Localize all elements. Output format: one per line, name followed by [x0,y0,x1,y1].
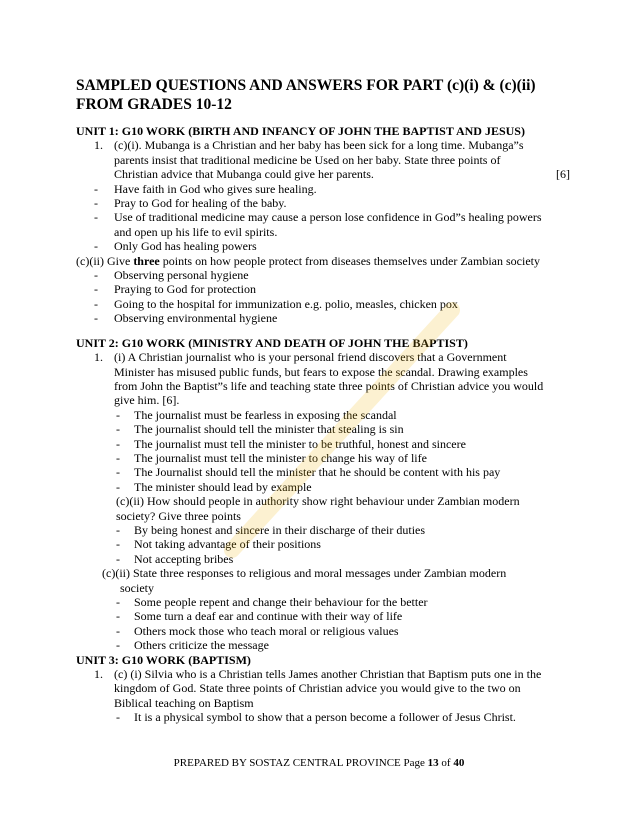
footer-total-pages: 40 [453,757,465,769]
list-item-text: Have faith in God who gives sure healing. [114,181,317,196]
footer-page-number: 13 [427,757,439,769]
list-item: - The Journalist should tell the minister that he should be content with his pay [116,465,501,480]
list-item: - Observing environmental hygiene [94,311,278,326]
list-item: - Others mock those who teach moral or religious values [116,623,399,638]
list-item-text: Observing personal hygiene [114,268,249,283]
list-item-text: Use of traditional medicine may cause a person lose confidence in God”s healing powers [114,210,542,225]
unit2-question-line: Minister has misused public funds, but fears to expose the scandal. Drawing examples [114,364,528,379]
list-item-text: Going to the hospital for immunization e.g. polio, measles, chicken pox [114,296,458,311]
unit3-question-line: (c) (i) Silvia who is a Christian tells James another Christian that Baptism puts one in the [114,667,542,682]
list-item: - It is a physical symbol to show that a person become a follower of Jesus Christ. [116,710,516,725]
question-line: (c)(ii) How should people in authority show right behaviour under Zambian modern [116,494,520,509]
list-item: - The journalist must tell the minister to change his way of life [116,450,427,465]
unit1-question-line: Christian advice that Mubanga could give her parents. [114,167,374,182]
list-item-text: The minister should lead by example [134,479,312,494]
unit3-question-number: 1. [94,667,103,682]
page-title: SAMPLED QUESTIONS AND ANSWERS FOR PART (c)(i) & (c)(ii) FROM GRADES 10-12 [76,77,536,113]
unit3-question [76,667,576,710]
list-item-text: and open up his life to evil spirits. [114,224,278,239]
question-emphasis: three [133,253,160,268]
list-item: - Some people repent and change their behaviour for the better [116,595,428,609]
list-item-text: Praying to God for protection [114,282,256,297]
unit3-heading: UNIT 3: G10 WORK (BAPTISM) [76,652,251,667]
list-item-text: It is a physical symbol to show that a person become a follower of Jesus Christ. [134,710,516,725]
unit3-question-line: Biblical teaching on Baptism [114,695,254,710]
question-line: (c)(ii) State three responses to religious and moral messages under Zambian modern [102,566,507,581]
list-item: - Not taking advantage of their positions [116,537,321,552]
list-item: - By being honest and sincere in their discharge of their duties [116,522,426,537]
unit1-heading: UNIT 1: G10 WORK (BIRTH AND INFANCY OF JOHN THE BAPTIST AND JESUS) [76,124,525,138]
unit3-question-line: kingdom of God. State three points of Christian advice you would give to the two on [114,681,521,696]
list-item-text: The journalist must be fearless in exposing the scandal [134,407,397,422]
unit1-question [76,138,576,181]
list-item-text: Others criticize the message [134,638,269,653]
list-item-text: Some people repent and change their behaviour for the better [134,595,428,609]
list-item: - Not accepting bribes [116,551,234,566]
unit2-cii-question [76,494,576,523]
unit1-question-mark: [6] [556,167,570,182]
list-item: - The journalist should tell the minister that stealing is sin [116,422,404,437]
unit2-heading: UNIT 2: G10 WORK (MINISTRY AND DEATH OF JOHN THE BAPTIST) [76,335,468,350]
unit1-question-line: (c)(i). Mubanga is a Christian and her baby has been sick for a long time. Mubanga”s [114,138,524,153]
list-item: - Going to the hospital for immunization e.g. polio, measles, chicken pox [94,296,458,311]
unit2-question-number: 1. [94,350,103,365]
unit1-question-line: parents insist that traditional medicine be Used on her baby. State three points of [114,152,501,167]
list-item-text: Pray to God for healing of the baby. [114,196,287,211]
list-item-text: The journalist must tell the minister to change his way of life [134,450,427,465]
unit1-question-number: 1. [94,138,103,153]
list-item: - Some turn a deaf ear and continue with their way of life [116,609,403,624]
footer-prefix: PREPARED BY SOSTAZ CENTRAL PROVINCE Page [173,757,428,769]
list-item: - Have faith in God who gives sure healing. [94,181,317,196]
list-item: - Praying to God for protection [94,282,256,297]
list-item-text: The journalist should tell the minister that stealing is sin [134,422,404,437]
unit2-question-line: from John the Baptist”s life and teaching state three points of Christian advice you would [114,378,544,393]
list-item-text: Others mock those who teach moral or religious values [134,623,399,638]
list-item: - The minister should lead by example [116,479,312,494]
page-footer [0,757,638,769]
list-item: - The journalist must be fearless in exposing the scandal [116,407,397,422]
question-line: society [120,580,154,595]
list-item-text: The Journalist should tell the minister that he should be content with his pay [134,465,501,480]
list-item-text: By being honest and sincere in their discharge of their duties [134,522,426,537]
list-item-text: The journalist must tell the minister to be truthful, honest and sincere [134,436,466,451]
list-item: - The journalist must tell the minister to be truthful, honest and sincere [116,436,466,451]
question-line: society? Give three points [116,508,241,523]
unit2-question-line: (i) A Christian journalist who is your personal friend discovers that a Government [114,350,507,365]
list-item: - Others criticize the message [116,638,269,653]
unit2-cii2-question [76,566,576,595]
unit2-question [76,350,576,408]
list-item-text: Not accepting bribes [134,551,234,566]
list-item-text: Some turn a deaf ear and continue with their way of life [134,609,403,624]
list-item: - Only God has healing powers [94,239,257,254]
unit1-cii-question [76,254,576,268]
content-body [76,124,576,725]
unit2-question-line: give him. [6]. [114,393,180,408]
list-item: - Pray to God for healing of the baby. [94,196,287,211]
list-item: - Observing personal hygiene [94,268,249,283]
list-item-text: Only God has healing powers [114,239,257,254]
list-item-text: Observing environmental hygiene [114,311,278,326]
question-text: points on how people protect from diseases themselves under Zambian society [159,253,540,268]
list-item: - Use of traditional medicine may cause a person lose confidence in God”s healing powers and open up his life to evil spirits. [94,210,542,239]
list-item-text: Not taking advantage of their positions [134,537,321,552]
footer-of: of [438,757,454,769]
unit1-question-line-with-mark [114,167,576,181]
question-text: (c)(ii) Give [76,253,134,268]
